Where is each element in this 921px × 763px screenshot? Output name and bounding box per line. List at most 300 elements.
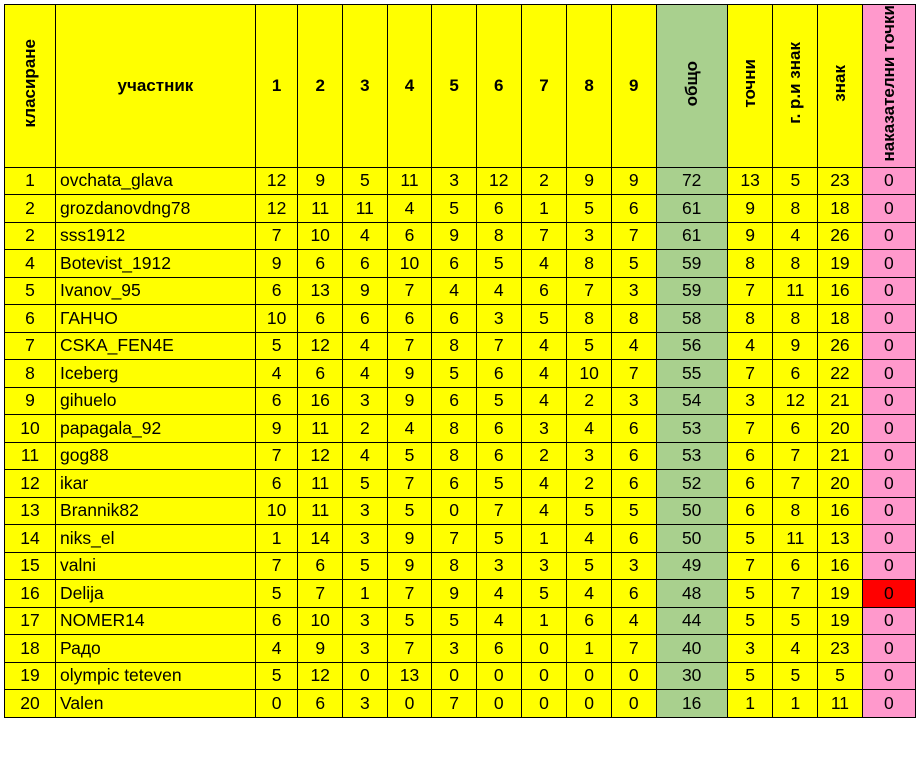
round-6-cell: 4 (476, 580, 521, 608)
round-3-cell: 4 (343, 442, 388, 470)
round-3-cell: 0 (343, 662, 388, 690)
round-9-cell: 6 (611, 415, 656, 443)
penalty-cell: 0 (862, 195, 915, 223)
points-cell: 7 (727, 552, 773, 580)
points-cell: 7 (727, 415, 773, 443)
penalty-cell: 0 (862, 690, 915, 718)
round-4-cell: 6 (387, 305, 432, 333)
round-9-cell: 0 (611, 690, 656, 718)
gr-sign-cell: 6 (773, 415, 818, 443)
points-cell: 4 (727, 332, 773, 360)
total-cell: 54 (656, 387, 727, 415)
round-8-cell: 3 (567, 222, 612, 250)
total-cell: 55 (656, 360, 727, 388)
penalty-cell: 0 (862, 662, 915, 690)
header-round-1: 1 (255, 5, 298, 168)
round-7-cell: 5 (521, 580, 567, 608)
round-6-cell: 4 (476, 277, 521, 305)
total-cell: 53 (656, 442, 727, 470)
rank-cell: 20 (5, 690, 56, 718)
round-6-cell: 5 (476, 387, 521, 415)
round-1-cell: 5 (255, 332, 298, 360)
penalty-cell: 0 (862, 167, 915, 195)
penalty-cell: 0 (862, 305, 915, 333)
round-3-cell: 5 (343, 167, 388, 195)
sign-cell: 23 (818, 635, 863, 663)
penalty-cell: 0 (862, 360, 915, 388)
gr-sign-cell: 5 (773, 167, 818, 195)
table-row (5, 250, 916, 278)
gr-sign-cell: 12 (773, 387, 818, 415)
round-3-cell: 3 (343, 525, 388, 553)
header-round-6: 6 (476, 5, 521, 168)
round-9-cell: 9 (611, 167, 656, 195)
round-8-cell: 5 (567, 195, 612, 223)
round-9-cell: 6 (611, 470, 656, 498)
round-5-cell: 5 (432, 607, 477, 635)
round-9-cell: 7 (611, 360, 656, 388)
round-2-cell: 7 (298, 580, 343, 608)
rank-cell: 1 (5, 167, 56, 195)
table-row (5, 222, 916, 250)
table-row (5, 415, 916, 443)
round-6-cell: 5 (476, 525, 521, 553)
penalty-cell: 0 (862, 580, 915, 608)
round-6-cell: 12 (476, 167, 521, 195)
round-3-cell: 1 (343, 580, 388, 608)
round-7-cell: 6 (521, 277, 567, 305)
header-rank: класиране (5, 5, 56, 168)
round-2-cell: 13 (298, 277, 343, 305)
round-4-cell: 9 (387, 387, 432, 415)
participant-cell: Brannik82 (56, 497, 256, 525)
round-1-cell: 5 (255, 662, 298, 690)
round-6-cell: 6 (476, 415, 521, 443)
points-cell: 8 (727, 250, 773, 278)
round-6-cell: 3 (476, 305, 521, 333)
total-cell: 44 (656, 607, 727, 635)
penalty-cell: 0 (862, 635, 915, 663)
total-cell: 48 (656, 580, 727, 608)
round-5-cell: 6 (432, 387, 477, 415)
gr-sign-cell: 6 (773, 360, 818, 388)
round-9-cell: 7 (611, 222, 656, 250)
total-cell: 58 (656, 305, 727, 333)
round-8-cell: 8 (567, 250, 612, 278)
round-4-cell: 9 (387, 360, 432, 388)
total-cell: 50 (656, 525, 727, 553)
round-8-cell: 2 (567, 470, 612, 498)
round-5-cell: 3 (432, 635, 477, 663)
round-1-cell: 5 (255, 580, 298, 608)
round-8-cell: 2 (567, 387, 612, 415)
round-1-cell: 4 (255, 635, 298, 663)
round-2-cell: 6 (298, 690, 343, 718)
table-row (5, 305, 916, 333)
total-cell: 50 (656, 497, 727, 525)
round-3-cell: 11 (343, 195, 388, 223)
total-cell: 56 (656, 332, 727, 360)
rank-cell: 19 (5, 662, 56, 690)
header-round-3: 3 (343, 5, 388, 168)
round-9-cell: 8 (611, 305, 656, 333)
header-round-7: 7 (521, 5, 567, 168)
round-6-cell: 5 (476, 250, 521, 278)
points-cell: 7 (727, 360, 773, 388)
round-4-cell: 7 (387, 277, 432, 305)
round-4-cell: 6 (387, 222, 432, 250)
round-9-cell: 5 (611, 497, 656, 525)
round-8-cell: 5 (567, 497, 612, 525)
round-8-cell: 7 (567, 277, 612, 305)
participant-cell: sss1912 (56, 222, 256, 250)
round-8-cell: 9 (567, 167, 612, 195)
rank-cell: 11 (5, 442, 56, 470)
rank-cell: 18 (5, 635, 56, 663)
header-sign: знак (818, 5, 863, 168)
rank-cell: 9 (5, 387, 56, 415)
sign-cell: 5 (818, 662, 863, 690)
total-cell: 40 (656, 635, 727, 663)
round-1-cell: 7 (255, 442, 298, 470)
participant-cell: grozdanovdng78 (56, 195, 256, 223)
round-6-cell: 6 (476, 195, 521, 223)
round-6-cell: 0 (476, 662, 521, 690)
points-cell: 3 (727, 387, 773, 415)
round-1-cell: 12 (255, 195, 298, 223)
round-7-cell: 0 (521, 662, 567, 690)
sign-cell: 21 (818, 442, 863, 470)
round-8-cell: 4 (567, 580, 612, 608)
round-4-cell: 7 (387, 635, 432, 663)
round-1-cell: 6 (255, 607, 298, 635)
header-round-4: 4 (387, 5, 432, 168)
round-9-cell: 5 (611, 250, 656, 278)
round-5-cell: 8 (432, 442, 477, 470)
round-1-cell: 7 (255, 552, 298, 580)
rank-cell: 12 (5, 470, 56, 498)
gr-sign-cell: 4 (773, 635, 818, 663)
round-7-cell: 3 (521, 415, 567, 443)
round-3-cell: 9 (343, 277, 388, 305)
header-round-8: 8 (567, 5, 612, 168)
gr-sign-cell: 4 (773, 222, 818, 250)
round-1-cell: 12 (255, 167, 298, 195)
participant-cell: gihuelo (56, 387, 256, 415)
penalty-cell: 0 (862, 442, 915, 470)
round-1-cell: 10 (255, 497, 298, 525)
round-3-cell: 3 (343, 387, 388, 415)
round-7-cell: 4 (521, 387, 567, 415)
round-8-cell: 5 (567, 332, 612, 360)
rank-cell: 2 (5, 195, 56, 223)
points-cell: 13 (727, 167, 773, 195)
round-6-cell: 4 (476, 607, 521, 635)
sign-cell: 23 (818, 167, 863, 195)
round-3-cell: 3 (343, 497, 388, 525)
round-5-cell: 8 (432, 552, 477, 580)
points-cell: 5 (727, 662, 773, 690)
round-7-cell: 4 (521, 470, 567, 498)
round-2-cell: 11 (298, 497, 343, 525)
round-4-cell: 4 (387, 195, 432, 223)
rank-cell: 5 (5, 277, 56, 305)
round-2-cell: 12 (298, 442, 343, 470)
header-row (5, 5, 916, 168)
points-cell: 6 (727, 442, 773, 470)
round-2-cell: 16 (298, 387, 343, 415)
gr-sign-cell: 5 (773, 607, 818, 635)
round-5-cell: 7 (432, 690, 477, 718)
table-row (5, 277, 916, 305)
sign-cell: 26 (818, 222, 863, 250)
round-3-cell: 3 (343, 690, 388, 718)
round-8-cell: 8 (567, 305, 612, 333)
round-1-cell: 10 (255, 305, 298, 333)
round-4-cell: 10 (387, 250, 432, 278)
round-4-cell: 7 (387, 580, 432, 608)
round-5-cell: 0 (432, 662, 477, 690)
total-cell: 59 (656, 250, 727, 278)
gr-sign-cell: 8 (773, 497, 818, 525)
points-cell: 3 (727, 635, 773, 663)
round-5-cell: 5 (432, 195, 477, 223)
points-cell: 9 (727, 222, 773, 250)
round-5-cell: 5 (432, 360, 477, 388)
sign-cell: 19 (818, 580, 863, 608)
penalty-cell: 0 (862, 470, 915, 498)
round-1-cell: 1 (255, 525, 298, 553)
rank-cell: 13 (5, 497, 56, 525)
round-7-cell: 4 (521, 497, 567, 525)
rank-cell: 10 (5, 415, 56, 443)
gr-sign-cell: 7 (773, 580, 818, 608)
header-round-9: 9 (611, 5, 656, 168)
round-2-cell: 6 (298, 552, 343, 580)
round-2-cell: 9 (298, 635, 343, 663)
round-8-cell: 3 (567, 442, 612, 470)
participant-cell: Delija (56, 580, 256, 608)
round-9-cell: 3 (611, 552, 656, 580)
round-9-cell: 7 (611, 635, 656, 663)
table-row (5, 167, 916, 195)
sign-cell: 13 (818, 525, 863, 553)
gr-sign-cell: 11 (773, 525, 818, 553)
table-row (5, 607, 916, 635)
round-2-cell: 12 (298, 662, 343, 690)
round-7-cell: 4 (521, 250, 567, 278)
round-4-cell: 11 (387, 167, 432, 195)
round-8-cell: 6 (567, 607, 612, 635)
header-gr-sign: г. р.и знак (773, 5, 818, 168)
sign-cell: 20 (818, 415, 863, 443)
gr-sign-cell: 7 (773, 470, 818, 498)
round-2-cell: 6 (298, 360, 343, 388)
round-9-cell: 6 (611, 525, 656, 553)
sign-cell: 18 (818, 305, 863, 333)
round-3-cell: 4 (343, 222, 388, 250)
table-row (5, 525, 916, 553)
table-row (5, 690, 916, 718)
round-9-cell: 6 (611, 442, 656, 470)
round-6-cell: 0 (476, 690, 521, 718)
table-row (5, 497, 916, 525)
round-4-cell: 7 (387, 470, 432, 498)
round-7-cell: 4 (521, 360, 567, 388)
round-5-cell: 7 (432, 525, 477, 553)
penalty-cell: 0 (862, 497, 915, 525)
round-8-cell: 4 (567, 415, 612, 443)
round-2-cell: 9 (298, 167, 343, 195)
points-cell: 6 (727, 470, 773, 498)
round-8-cell: 0 (567, 690, 612, 718)
gr-sign-cell: 1 (773, 690, 818, 718)
round-2-cell: 11 (298, 470, 343, 498)
sign-cell: 20 (818, 470, 863, 498)
gr-sign-cell: 5 (773, 662, 818, 690)
round-3-cell: 3 (343, 607, 388, 635)
round-2-cell: 10 (298, 222, 343, 250)
round-4-cell: 9 (387, 525, 432, 553)
round-3-cell: 4 (343, 332, 388, 360)
round-3-cell: 5 (343, 552, 388, 580)
round-3-cell: 6 (343, 305, 388, 333)
round-1-cell: 9 (255, 415, 298, 443)
round-6-cell: 8 (476, 222, 521, 250)
round-7-cell: 5 (521, 305, 567, 333)
round-5-cell: 4 (432, 277, 477, 305)
round-6-cell: 5 (476, 470, 521, 498)
participant-cell: Ivanov_95 (56, 277, 256, 305)
table-row (5, 332, 916, 360)
round-7-cell: 2 (521, 442, 567, 470)
table-row (5, 662, 916, 690)
participant-cell: papagala_92 (56, 415, 256, 443)
sign-cell: 19 (818, 607, 863, 635)
round-4-cell: 5 (387, 442, 432, 470)
total-cell: 16 (656, 690, 727, 718)
round-5-cell: 8 (432, 332, 477, 360)
round-2-cell: 11 (298, 415, 343, 443)
penalty-cell: 0 (862, 525, 915, 553)
table-row (5, 470, 916, 498)
total-cell: 52 (656, 470, 727, 498)
round-5-cell: 0 (432, 497, 477, 525)
round-1-cell: 9 (255, 250, 298, 278)
round-3-cell: 4 (343, 360, 388, 388)
round-5-cell: 3 (432, 167, 477, 195)
round-1-cell: 6 (255, 470, 298, 498)
header-penalty: наказателни точки (862, 5, 915, 168)
participant-cell: valni (56, 552, 256, 580)
table-row (5, 552, 916, 580)
total-cell: 59 (656, 277, 727, 305)
round-9-cell: 4 (611, 332, 656, 360)
gr-sign-cell: 11 (773, 277, 818, 305)
round-6-cell: 6 (476, 635, 521, 663)
round-3-cell: 6 (343, 250, 388, 278)
sign-cell: 22 (818, 360, 863, 388)
round-7-cell: 0 (521, 690, 567, 718)
participant-cell: Botevist_1912 (56, 250, 256, 278)
total-cell: 30 (656, 662, 727, 690)
penalty-cell: 0 (862, 552, 915, 580)
round-7-cell: 1 (521, 607, 567, 635)
round-7-cell: 4 (521, 332, 567, 360)
round-8-cell: 0 (567, 662, 612, 690)
total-cell: 61 (656, 222, 727, 250)
round-4-cell: 13 (387, 662, 432, 690)
round-3-cell: 5 (343, 470, 388, 498)
gr-sign-cell: 9 (773, 332, 818, 360)
header-round-2: 2 (298, 5, 343, 168)
penalty-cell: 0 (862, 387, 915, 415)
table-row (5, 360, 916, 388)
gr-sign-cell: 6 (773, 552, 818, 580)
penalty-cell: 0 (862, 332, 915, 360)
points-cell: 1 (727, 690, 773, 718)
round-1-cell: 0 (255, 690, 298, 718)
round-8-cell: 10 (567, 360, 612, 388)
sign-cell: 11 (818, 690, 863, 718)
gr-sign-cell: 7 (773, 442, 818, 470)
sign-cell: 16 (818, 277, 863, 305)
round-5-cell: 9 (432, 222, 477, 250)
round-9-cell: 4 (611, 607, 656, 635)
round-6-cell: 6 (476, 360, 521, 388)
round-5-cell: 9 (432, 580, 477, 608)
header-points: точни (727, 5, 773, 168)
round-7-cell: 0 (521, 635, 567, 663)
round-7-cell: 2 (521, 167, 567, 195)
round-9-cell: 6 (611, 580, 656, 608)
points-cell: 6 (727, 497, 773, 525)
participant-cell: Iceberg (56, 360, 256, 388)
header-participant: участник (56, 5, 256, 168)
round-8-cell: 5 (567, 552, 612, 580)
gr-sign-cell: 8 (773, 195, 818, 223)
round-4-cell: 7 (387, 332, 432, 360)
gr-sign-cell: 8 (773, 305, 818, 333)
round-7-cell: 1 (521, 525, 567, 553)
sign-cell: 21 (818, 387, 863, 415)
header-total: общо (656, 5, 727, 168)
round-3-cell: 3 (343, 635, 388, 663)
round-4-cell: 5 (387, 497, 432, 525)
round-2-cell: 6 (298, 305, 343, 333)
round-6-cell: 6 (476, 442, 521, 470)
round-1-cell: 6 (255, 277, 298, 305)
round-6-cell: 3 (476, 552, 521, 580)
round-9-cell: 6 (611, 195, 656, 223)
penalty-cell: 0 (862, 250, 915, 278)
points-cell: 8 (727, 305, 773, 333)
round-5-cell: 6 (432, 250, 477, 278)
penalty-cell: 0 (862, 607, 915, 635)
rank-cell: 16 (5, 580, 56, 608)
total-cell: 72 (656, 167, 727, 195)
round-4-cell: 4 (387, 415, 432, 443)
total-cell: 53 (656, 415, 727, 443)
round-3-cell: 2 (343, 415, 388, 443)
round-4-cell: 9 (387, 552, 432, 580)
rank-cell: 8 (5, 360, 56, 388)
penalty-cell: 0 (862, 222, 915, 250)
participant-cell: ГАНЧО (56, 305, 256, 333)
round-9-cell: 0 (611, 662, 656, 690)
round-4-cell: 5 (387, 607, 432, 635)
participant-cell: Valen (56, 690, 256, 718)
